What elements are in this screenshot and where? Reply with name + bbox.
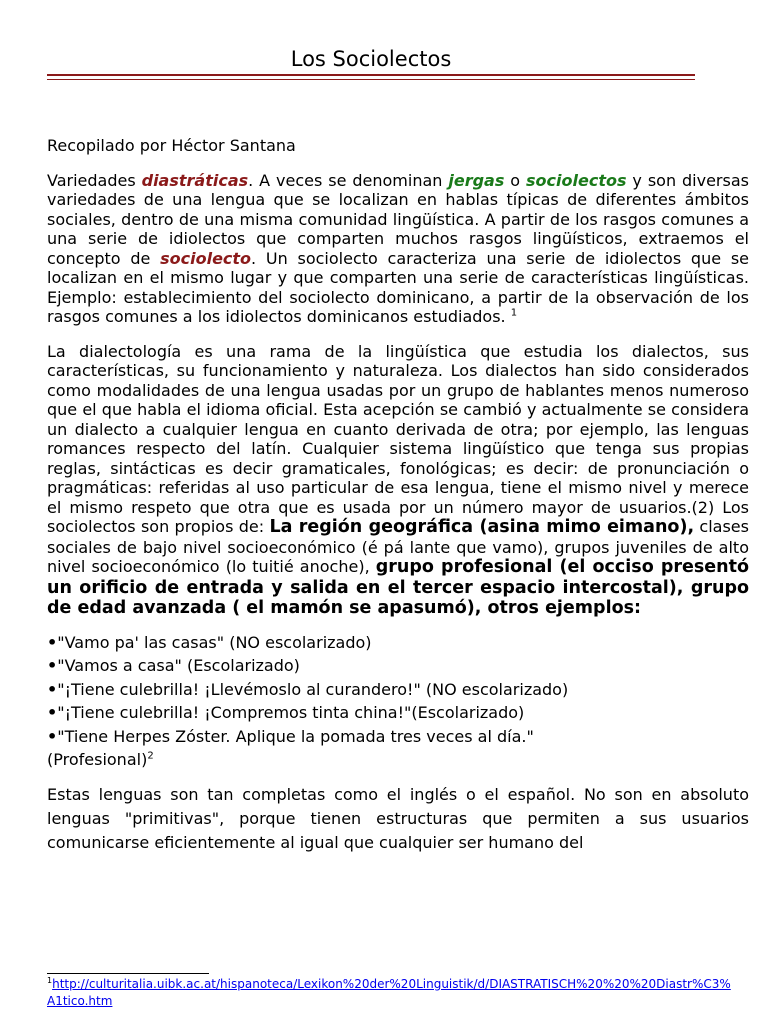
paragraph-definition: Variedades diastráticas. A veces se denominan jergas o sociolectos y son diversas variedades de una lengua que se localizan en hablas típicas de diferentes ámbitos sociales, dentro de una misma comunidad lingüística. A partir de los rasgos comunes a una serie de idiolectos que comparten muchos rasgos lingüísticos, extraemos el concepto de sociolecto. Un sociolecto caracteriza una serie de idiolectos que se localizan en el mismo lugar y que comparten una serie de características lingüísticas. Ejemplo: establecimiento del sociolecto dominicano, a partir de la observación de los rasgos comunes a los idiolectos dominicanos estudiados. $^1$ — [47, 170, 749, 326]
footnote-ref-1[interactable]: 1 — [510, 307, 518, 319]
term-diastraticas: diastráticas — [141, 170, 249, 190]
term-jergas: jergas — [448, 170, 505, 190]
compiled-by: Recopilado por Héctor Santana — [47, 136, 296, 155]
list-item: •"Tiene Herpes Zóster. Aplique la pomada tres veces al día."(Profesional)$^2$ — [47, 726, 534, 769]
footnote — [47, 976, 737, 1010]
document-body — [47, 136, 749, 855]
list-item: •"¡Tiene culebrilla! ¡Compremos tinta china!"(Escolarizado) — [47, 703, 525, 722]
list-item: •"Vamos a casa" (Escolarizado) — [47, 656, 300, 675]
title-rule-thin — [47, 79, 695, 80]
emphasis-grupo-profesional: grupo profesional (el occiso presentó un orificio de entrada y salida en el tercer espacio intercostal), grupo de edad avanzada ( el mamón se apasumó), otros ejemplos: — [47, 557, 749, 618]
emphasis-region: La región geográfica (asina mimo eimano), — [269, 517, 695, 537]
footnote-link[interactable]: http://culturitalia.uibk.ac.at/hispanoteca/Lexikon%20der%20Linguistik/d/DIASTRATISCH%20%20%20Diastr%C3%A1tico.htm — [47, 977, 731, 1008]
footnote-separator — [47, 973, 209, 974]
paragraph-dialectologia: La dialectología es una rama de la lingüística que estudia los dialectos, sus características, su funcionamiento y naturaleza. Los dialectos han sido considerados como modalidades de una lengua usadas por un grupo de hablantes menos numeroso que el que habla el idioma oficial. Esta acepción se cambió y actualmente se considera un dialecto a cualquier lengua en cuanto derivada de otra; por ejemplo, las lenguas romances respecto del latín. Cualquier sistema lingüístico que tenga sus propias reglas, sintácticas es decir gramaticales, fonológicas; es decir: de pronunciación o pragmáticas: referidas al uso particular de esa lengua, tiene el mismo nivel y merece el mismo respeto que otra que es usada por un número mayor de usuarios.(2) Los sociolectos son propios de: La región geográfica (asina mimo eimano), clases sociales de bajo nivel socioeconómico (é pá lante que vamo), grupos juveniles de alto nivel socioeconómico (lo tuitié anoche), grupo profesional (el occiso presentó un orificio de entrada y salida en el tercer espacio intercostal), grupo de edad avanzada ( el mamón se apasumó), otros ejemplos: — [47, 341, 749, 618]
footnote-number: 1 — [47, 976, 53, 985]
list-item: •"Vamo pa' las casas" (NO escolarizado) — [47, 632, 372, 652]
page-title: Los Sociolectos — [290, 47, 452, 71]
title-rule-thick — [47, 74, 695, 76]
term-sociolectos: sociolectos — [526, 170, 627, 190]
term-sociolecto: sociolecto — [160, 248, 252, 268]
examples-list — [47, 631, 749, 772]
list-item: •"¡Tiene culebrilla! ¡Llevémoslo al curandero!" (NO escolarizado) — [47, 679, 569, 699]
footnote-ref-2[interactable]: 2 — [147, 750, 154, 762]
paragraph-lenguas: Estas lenguas son tan completas como el inglés o el español. No son en absoluto lenguas "primitivas", porque tienen estructuras que permiten a sus usuarios comunicarse eficientemente al igual que cualquier ser humano del — [47, 784, 749, 852]
